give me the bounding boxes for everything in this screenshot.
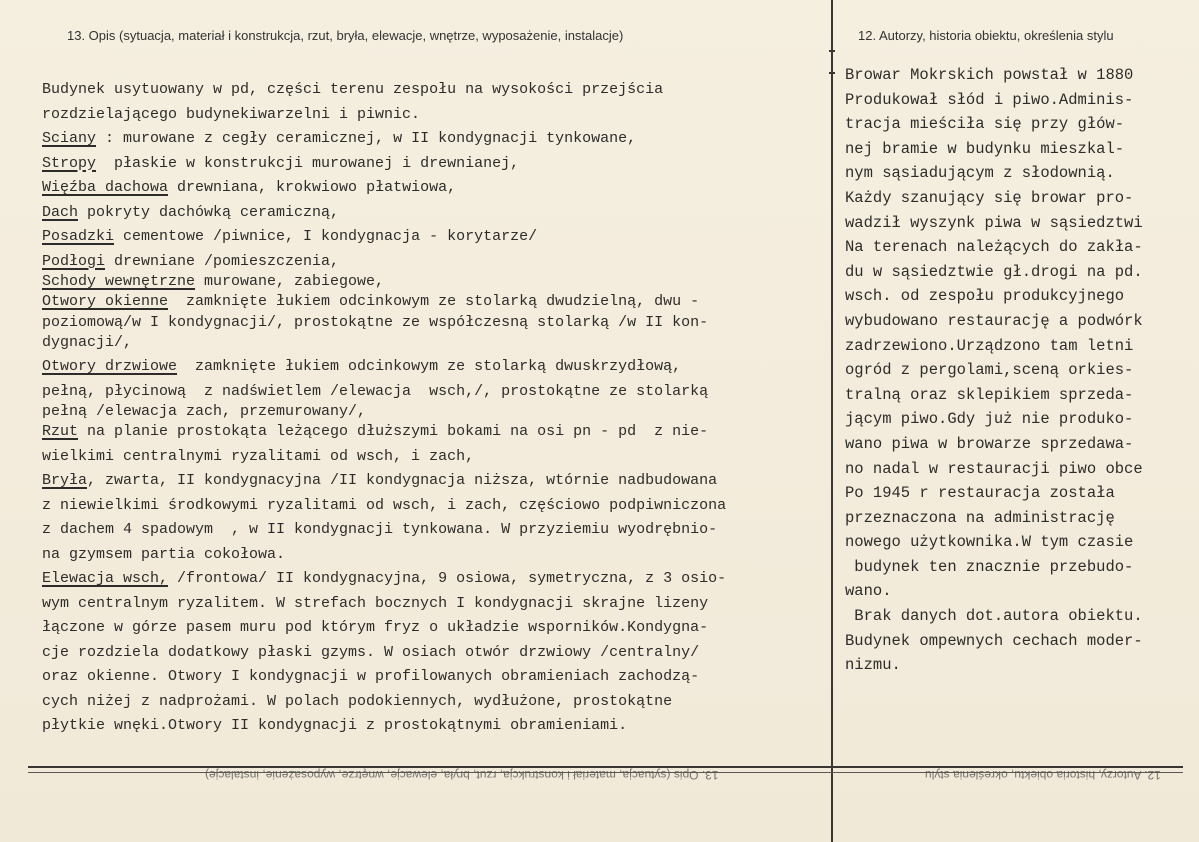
description-line	[42, 518, 832, 543]
description-line	[42, 250, 832, 275]
description-label: Schody wewnętrzne	[42, 273, 196, 290]
description-line-text: wym centralnym ryzalitem. W strefach bocznych I kondygnacji skrajne lizeny	[42, 594, 709, 612]
description-line-text: cje rozdziela dodatkowy płaski gzyms. W osiach otwór drzwiowy /centralny/	[42, 643, 700, 661]
history-line: Produkował słód i piwo.Adminis-	[845, 90, 1134, 109]
history-line: nowego użytkownika.W tym czasie	[845, 533, 1134, 552]
description-line	[42, 290, 832, 315]
history-line: budynek ten znacznie przebudo-	[845, 557, 1134, 576]
description-line-text: zamknięte łukiem odcinkowym ze stolarką dwuskrzydłową,	[177, 358, 682, 375]
description-line	[42, 445, 832, 470]
history-line: no nadal w restauracji piwo obce	[845, 459, 1143, 478]
history-line: tralną oraz sklepikiem sprzeda-	[845, 385, 1134, 404]
history-line: Każdy szanujący się browar pro-	[845, 188, 1134, 207]
history-line: Na terenach należących do zakła-	[845, 238, 1143, 257]
description-line-text: /frontowa/ II kondygnacyjna, 9 osiowa, symetryczna, z 3 osio-	[168, 570, 727, 587]
description-line	[42, 567, 832, 592]
history-line: nym sąsiadującym z słodownią.	[845, 164, 1115, 183]
description-line	[42, 543, 832, 568]
description-label: Otwory okienne	[42, 293, 169, 310]
description-line-text: z dachem 4 spadowym , w II kondygnacji tynkowana. W przyziemiu wyodrębnio-	[42, 521, 718, 538]
description-line	[42, 127, 832, 152]
description-line-text: cementowe /piwnice, I kondygnacja - korytarze/	[114, 228, 538, 245]
description-line	[42, 714, 832, 739]
description-line-text: płaskie w konstrukcji murowanej i drewnianej,	[96, 154, 520, 172]
section-13-header: 13. Opis (sytuacja, materiał i konstrukcja, rzut, bryła, elewacje, wnętrze, wyposażenie, instalacje)	[67, 28, 624, 43]
description-line	[42, 78, 832, 103]
description-line	[42, 152, 832, 177]
description-line	[42, 616, 832, 641]
description-line-text: wielkimi centralnymi ryzalitami od wsch, i zach,	[42, 447, 475, 465]
history-line: przeznaczona na administrację	[845, 508, 1115, 527]
section-12-header: 12. Autorzy, historia obiektu, określenia stylu	[858, 28, 1114, 43]
description-line-text: pełną /elewacja zach, przemurowany/,	[42, 403, 367, 420]
description-line	[42, 469, 832, 494]
description-label: Elewacja wsch,	[42, 570, 169, 587]
mirrored-footer-right: 12. Autorzy, historia obiektu, określenia stylu	[925, 768, 1161, 782]
history-line: ogród z pergolami,sceną orkies-	[845, 361, 1134, 380]
description-line-text: poziomową/w I kondygnacji/, prostokątne ze współczesną stolarką /w II kon-	[42, 313, 709, 331]
history-line: du w sąsiedztwie gł.drogi na pd.	[845, 262, 1143, 281]
history-line: nizmu.	[845, 656, 901, 675]
description-label: Dach	[42, 203, 79, 221]
history-line: Po 1945 r restauracja została	[845, 484, 1115, 503]
mirrored-footer-left: 13. Opis (sytuacja, materiał i konstrukcja, rzut, bryła, elewacje, wnętrze, wyposażenie, instalacje)	[205, 768, 719, 782]
description-line-text: : murowane z cegły ceramicznej, w II kondygnacji tynkowane,	[96, 130, 637, 147]
description-line	[42, 592, 832, 617]
description-label: Rzut	[42, 423, 79, 440]
description-label: Więźba dachowa	[42, 179, 169, 196]
description-line	[42, 274, 832, 290]
history-line: Browar Mokrskich powstał w 1880	[845, 66, 1134, 84]
description-line	[42, 641, 832, 666]
history-line: wano.	[845, 582, 892, 601]
description-line-text: murowane, zabiegowe,	[195, 273, 385, 290]
history-line: wadził wyszynk piwa w sąsiedztwi	[845, 213, 1143, 232]
description-label: Bryła	[42, 472, 88, 489]
description-line-text: cych niżej z nadprożami. W polach podokiennych, wydłużone, prostokątne	[42, 692, 673, 710]
description-label: Otwory drzwiowe	[42, 358, 178, 375]
description-line-text: zamknięte łukiem odcinkowym ze stolarką dwudzielną, dwu -	[168, 293, 700, 310]
history-line: zadrzewiono.Urządzono tam letni	[845, 336, 1134, 355]
description-label: Podłogi	[42, 252, 106, 270]
description-line	[42, 225, 832, 250]
description-line	[42, 315, 832, 331]
history-line: wano piwa w browarze sprzedawa-	[845, 434, 1134, 453]
divider-tick	[829, 72, 835, 74]
history-line: wybudowano restaurację a podwórk	[845, 311, 1143, 330]
divider-tick	[829, 50, 835, 52]
description-line-text: na planie prostokąta leżącego dłuższymi bokami na osi pn - pd z nie-	[78, 423, 709, 440]
description-line-text: dygnacji/,	[42, 333, 133, 351]
description-line-text: pokryty dachówką ceramiczną,	[78, 203, 340, 221]
description-line	[42, 420, 832, 445]
description-line-text: oraz okienne. Otwory I kondygnacji w profilowanych obramieniach zachodzą-	[42, 668, 700, 685]
description-text	[42, 78, 832, 739]
history-line: wsch. od zespołu produkcyjnego	[845, 287, 1125, 306]
description-line-text: pełną, płycinową z nadświetlem /elewacja wsch,/, prostokątne ze stolarką	[42, 382, 709, 400]
description-line	[42, 380, 832, 405]
description-line-text: łączone w górze pasem muru pod którym fryz o układzie wsporników.Kondygna-	[42, 619, 709, 636]
history-line: jącym piwo.Gdy już nie produko-	[845, 410, 1134, 429]
description-line-text: z niewielkimi środkowymi ryzalitami od wsch, i zach, częściowo podpiwniczona	[42, 496, 727, 514]
description-label: Stropy	[42, 154, 97, 172]
description-line-text: rozdzielającego budynekiwarzelni i piwnic.	[42, 105, 421, 123]
history-line: tracja mieściła się przy głów-	[845, 115, 1125, 134]
description-line	[42, 690, 832, 715]
description-line-text: drewniana, krokwiowo płatwiowa,	[168, 179, 457, 196]
description-label: Sciany	[42, 130, 97, 147]
description-line-text: na gzymsem partia cokołowa.	[42, 545, 286, 563]
description-line-text: płytkie wnęki.Otwory II kondygnacji z prostokątnymi obramieniami.	[42, 717, 628, 734]
history-line: nej bramie w budynku mieszkal-	[845, 139, 1125, 158]
history-line: Brak danych dot.autora obiektu.	[845, 607, 1143, 626]
description-label: Posadzki	[42, 228, 115, 245]
description-line	[42, 355, 832, 380]
description-line	[42, 103, 832, 128]
description-line	[42, 176, 832, 201]
history-line: Budynek ompewnych cechach moder-	[845, 631, 1143, 650]
description-line	[42, 494, 832, 519]
description-line-text: drewniane /pomieszczenia,	[105, 252, 340, 270]
description-line	[42, 404, 832, 420]
description-line	[42, 665, 832, 690]
history-text	[845, 63, 1190, 678]
description-line-text: , zwarta, II kondygnacyjna /II kondygnacja niższa, wtórnie nadbudowana	[87, 472, 718, 489]
description-line	[42, 331, 832, 356]
description-line-text: Budynek usytuowany w pd, części terenu zespołu na wysokości przejścia	[42, 81, 664, 98]
description-line	[42, 201, 832, 226]
